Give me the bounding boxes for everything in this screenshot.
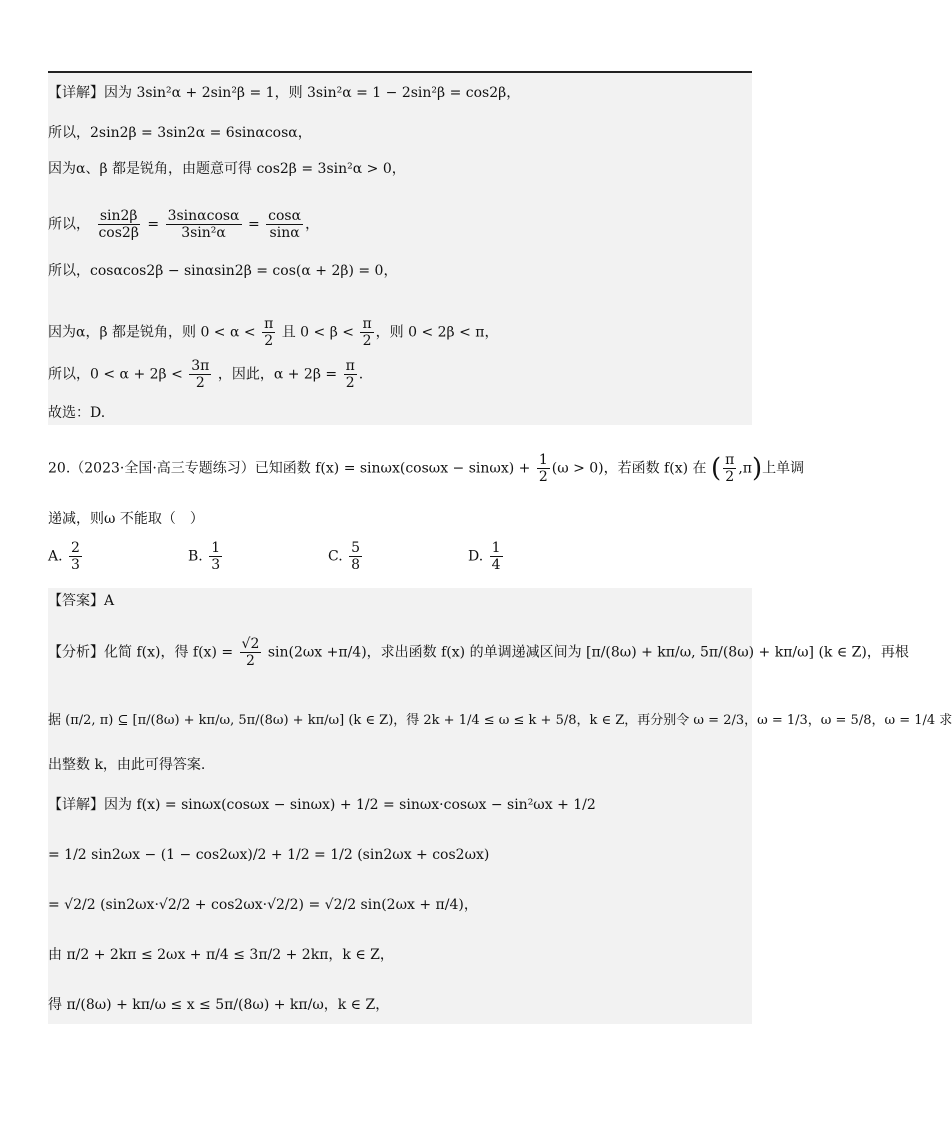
detail1-line4: 所以， $\frac{\sin 2\beta}{\cos 2\beta}$ = $\frac{3\sin\alpha\cos\alpha}{\text{3sin²α}}$ = $\frac{\cos\alpha}{\sin\alpha}$ ，: [48, 208, 320, 241]
fraction: $\frac{1}{2}$: [538, 452, 548, 485]
fraction: $\frac{\cos\alpha}{\sin\alpha}$: [268, 208, 302, 241]
fraction: $\frac{\pi}{2}$: [725, 452, 735, 485]
question-20-stem-cont: 递减，则ω 不能取（ ）: [48, 511, 204, 527]
detail1-line7: 所以，0 < α + 2β < $\frac{3\pi}{2}$ ，因此，α + 2β = $\frac{\pi}{2}$ .: [48, 358, 364, 391]
fraction: $\frac{2}{3}$: [71, 540, 80, 573]
detail1-line6: 因为α，β 都是锐角，则 0 < α < $\frac{\pi}{2}$ 且 0 < β < $\frac{\pi}{2}$ ，则 0 < 2β < π，: [48, 316, 499, 349]
fraction: $\frac{1}{3}$: [211, 540, 221, 573]
detail1-line5: 所以，cosαcos2β − sinαsin2β = cos(α + 2β) = 0，: [48, 263, 398, 279]
detail2-line4: 由 π/2 + 2kπ ≤ 2ωx + π/4 ≤ 3π/2 + 2kπ，k ∈ Z，: [48, 947, 394, 963]
option-b[interactable]: B. $\frac{1}{3}$: [188, 540, 221, 573]
analysis-line3: 出整数 k，由此可得答案.: [48, 757, 206, 773]
detail2-line2: = 1/2 sin2ωx − (1 − cos2ωx)/2 + 1/2 = 1/2 (sin2ωx + cos2ωx): [48, 847, 490, 863]
fraction: $\frac{√2}{2}$: [241, 636, 260, 669]
detail1-line2: 所以，2sin2β = 3sin2α = 6sinαcosα，: [48, 125, 312, 141]
fraction: $\frac{5}{8}$: [351, 540, 361, 573]
fraction: $\frac{3\pi}{2}$: [191, 358, 210, 391]
fraction: $\frac{3\sin\alpha\cos\alpha}{\text{3sin²α}}$: [167, 208, 240, 241]
fraction: $\frac{1}{4}$: [491, 540, 501, 573]
fraction: $\frac{\pi}{2}$: [264, 316, 274, 349]
fraction: $\frac{\pi}{2}$: [345, 358, 355, 391]
option-c[interactable]: C. $\frac{5}{8}$: [328, 540, 361, 573]
detail2-line3: = √2/2 (sin2ωx·√2/2 + cos2ωx·√2/2) = √2/2 sin(2ωx + π/4)，: [48, 897, 478, 913]
detail1-line1: 【详解】因为 3sin²α + 2sin²β = 1，则 3sin²α = 1 − 2sin²β = cos2β，: [48, 85, 521, 101]
question-20-stem: 20.（2023·全国·高三专题练习）已知函数 f(x) = sinωx(cosωx − sinωx) + $\frac{1}{2}$ (ω > 0)，若函数 f(x) 在 ( $\frac{\pi}{2}$ ,π)上单调: [48, 452, 805, 485]
fraction: $\frac{\pi}{2}$: [362, 316, 372, 349]
option-a[interactable]: A. $\frac{2}{3}$: [48, 540, 80, 573]
answer-line: 【答案】A: [48, 593, 115, 609]
detail2-line5: 得 π/(8ω) + kπ/ω ≤ x ≤ 5π/(8ω) + kπ/ω，k ∈ Z，: [48, 997, 390, 1013]
fraction: $\frac{\sin 2\beta}{\cos 2\beta}$: [98, 208, 139, 241]
detail1-line3: 因为α、β 都是锐角，由题意可得 cos2β = 3sin²α > 0，: [48, 161, 406, 177]
detail1-conclusion: 故选：D.: [48, 405, 106, 421]
analysis-line1: 【分析】化简 f(x)，得 f(x) = $\frac{√2}{2}$ sin(2ωx +π/4)，求出函数 f(x) 的单调递减区间为 [π/(8ω) + kπ/ω, 5π/(8ω) + kπ/ω] (k ∈ Z)，再根: [48, 636, 909, 669]
option-d[interactable]: D. $\frac{1}{4}$: [468, 540, 501, 573]
detail2-line1: 【详解】因为 f(x) = sinωx(cosωx − sinωx) + 1/2 = sinωx·cosωx − sin²ωx + 1/2: [48, 797, 596, 813]
analysis-line2: 据 (π/2, π) ⊆ [π/(8ω) + kπ/ω, 5π/(8ω) + kπ/ω] (k ∈ Z)，得 2k + 1/4 ≤ ω ≤ k + 5/8，k ∈ Z，再分别令 ω = 2/3，ω = 1/3，ω = 5/8，ω = 1/4 求: [48, 713, 952, 728]
